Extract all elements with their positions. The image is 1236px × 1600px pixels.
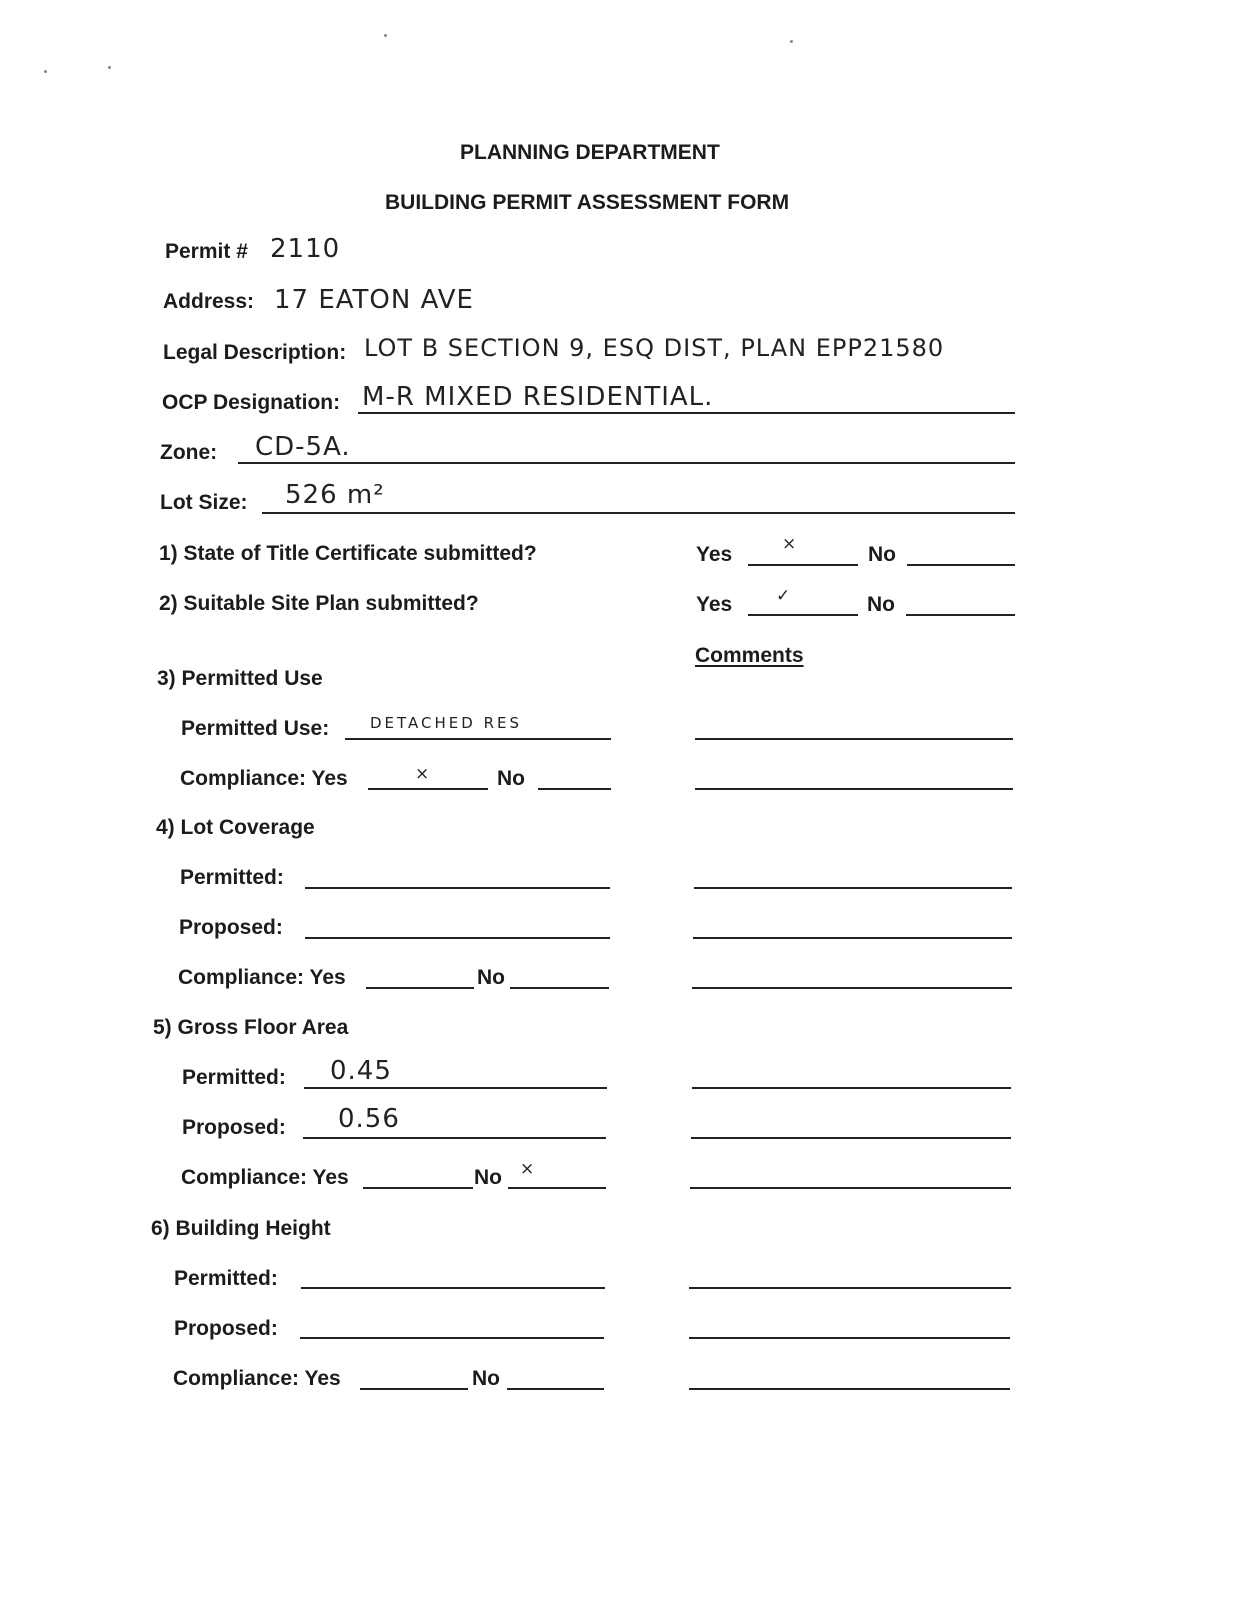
site-plan-no-line[interactable]: [906, 614, 1015, 616]
site-plan-yes-mark: ✓: [776, 586, 792, 606]
title-certificate-yes-mark: ×: [782, 534, 798, 554]
comment-line-height-permitted[interactable]: [689, 1287, 1011, 1289]
lot-coverage-compliance-label: Compliance: Yes: [178, 966, 346, 989]
lot-coverage-compliance-yes-line[interactable]: [366, 987, 474, 989]
zone-label: Zone:: [160, 441, 218, 464]
title-certificate-no-line[interactable]: [907, 564, 1015, 566]
height-compliance-label: Compliance: Yes: [173, 1367, 341, 1390]
site-plan-yes-label: Yes: [696, 593, 733, 616]
comment-line-lot-coverage-compliance[interactable]: [692, 987, 1012, 989]
lot-coverage-heading: 4) Lot Coverage: [156, 816, 315, 839]
site-plan-no-label: No: [867, 593, 895, 616]
gfa-compliance-yes-line[interactable]: [363, 1187, 473, 1189]
height-compliance-yes-line[interactable]: [360, 1388, 468, 1390]
permitted-use-compliance-no-label: No: [497, 767, 525, 790]
form-title: BUILDING PERMIT ASSESSMENT FORM: [385, 191, 790, 214]
gfa-proposed-label: Proposed:: [182, 1116, 286, 1139]
lot-coverage-permitted-line[interactable]: [305, 887, 610, 889]
permitted-use-compliance-yes-mark: ×: [415, 764, 431, 784]
comments-heading: Comments: [695, 644, 804, 667]
gfa-compliance-label: Compliance: Yes: [181, 1166, 349, 1189]
permitted-use-label: Permitted Use:: [181, 717, 330, 740]
gfa-proposed-line[interactable]: [303, 1137, 606, 1139]
scan-speck: [108, 66, 111, 69]
zone-value: CD-5A.: [255, 432, 351, 462]
height-compliance-no-line[interactable]: [507, 1388, 604, 1390]
ocp-designation-line: [358, 412, 1015, 414]
height-proposed-line[interactable]: [300, 1337, 604, 1339]
title-certificate-yes-label: Yes: [696, 543, 733, 566]
permitted-use-value: DETACHED RES: [370, 714, 522, 732]
gfa-proposed-value: 0.56: [338, 1104, 400, 1134]
comment-line-gfa-permitted[interactable]: [692, 1087, 1011, 1089]
comment-line-permitted-use-compliance[interactable]: [695, 788, 1013, 790]
title-certificate-yes-line[interactable]: [748, 564, 858, 566]
gfa-permitted-value: 0.45: [330, 1056, 392, 1086]
permitted-use-compliance-no-line[interactable]: [538, 788, 611, 790]
gfa-permitted-line[interactable]: [304, 1087, 607, 1089]
lot-coverage-permitted-label: Permitted:: [180, 866, 284, 889]
ocp-designation-value: M-R MIXED RESIDENTIAL.: [362, 382, 714, 412]
legal-description-value: LOT B SECTION 9, ESQ DIST, PLAN EPP21580: [364, 334, 945, 362]
site-plan-question: 2) Suitable Site Plan submitted?: [159, 592, 479, 615]
ocp-designation-label: OCP Designation:: [162, 391, 341, 414]
lot-coverage-proposed-line[interactable]: [305, 937, 610, 939]
site-plan-yes-line[interactable]: [748, 614, 858, 616]
permit-label: Permit #: [165, 240, 248, 263]
comment-line-lot-coverage-permitted[interactable]: [694, 887, 1012, 889]
comment-line-lot-coverage-proposed[interactable]: [693, 937, 1012, 939]
lot-size-value: 526 m²: [285, 480, 385, 510]
height-compliance-no-label: No: [472, 1367, 500, 1390]
permitted-use-heading: 3) Permitted Use: [157, 667, 323, 690]
gfa-compliance-no-line[interactable]: [508, 1187, 606, 1189]
scan-speck: [384, 34, 387, 37]
comment-line-gfa-proposed[interactable]: [691, 1137, 1011, 1139]
lot-coverage-proposed-label: Proposed:: [179, 916, 283, 939]
building-height-heading: 6) Building Height: [151, 1217, 331, 1240]
permitted-use-compliance-yes-line[interactable]: [368, 788, 488, 790]
height-permitted-line[interactable]: [301, 1287, 605, 1289]
lot-coverage-compliance-no-line[interactable]: [510, 987, 609, 989]
title-certificate-no-label: No: [868, 543, 896, 566]
lot-size-line: [262, 512, 1015, 514]
legal-description-label: Legal Description:: [163, 341, 347, 364]
title-certificate-question: 1) State of Title Certificate submitted?: [159, 542, 537, 565]
gfa-compliance-no-mark: ×: [520, 1159, 536, 1179]
lot-coverage-compliance-no-label: No: [477, 966, 505, 989]
height-permitted-label: Permitted:: [174, 1267, 278, 1290]
department-title: PLANNING DEPARTMENT: [460, 141, 720, 164]
comment-line-height-compliance[interactable]: [689, 1388, 1010, 1390]
height-proposed-label: Proposed:: [174, 1317, 278, 1340]
address-value: 17 EATON AVE: [274, 285, 474, 315]
gfa-permitted-label: Permitted:: [182, 1066, 286, 1089]
gfa-compliance-no-label: No: [474, 1166, 502, 1189]
comment-line-permitted-use[interactable]: [695, 738, 1013, 740]
scan-speck: [44, 70, 47, 73]
permit-value: 2110: [270, 234, 341, 264]
permitted-use-line[interactable]: [345, 738, 611, 740]
scan-speck: [790, 40, 793, 43]
gross-floor-area-heading: 5) Gross Floor Area: [153, 1016, 349, 1039]
permitted-use-compliance-label: Compliance: Yes: [180, 767, 348, 790]
address-label: Address:: [163, 290, 255, 313]
comment-line-height-proposed[interactable]: [689, 1337, 1010, 1339]
lot-size-label: Lot Size:: [160, 491, 248, 514]
comment-line-gfa-compliance[interactable]: [690, 1187, 1011, 1189]
zone-line: [238, 462, 1015, 464]
